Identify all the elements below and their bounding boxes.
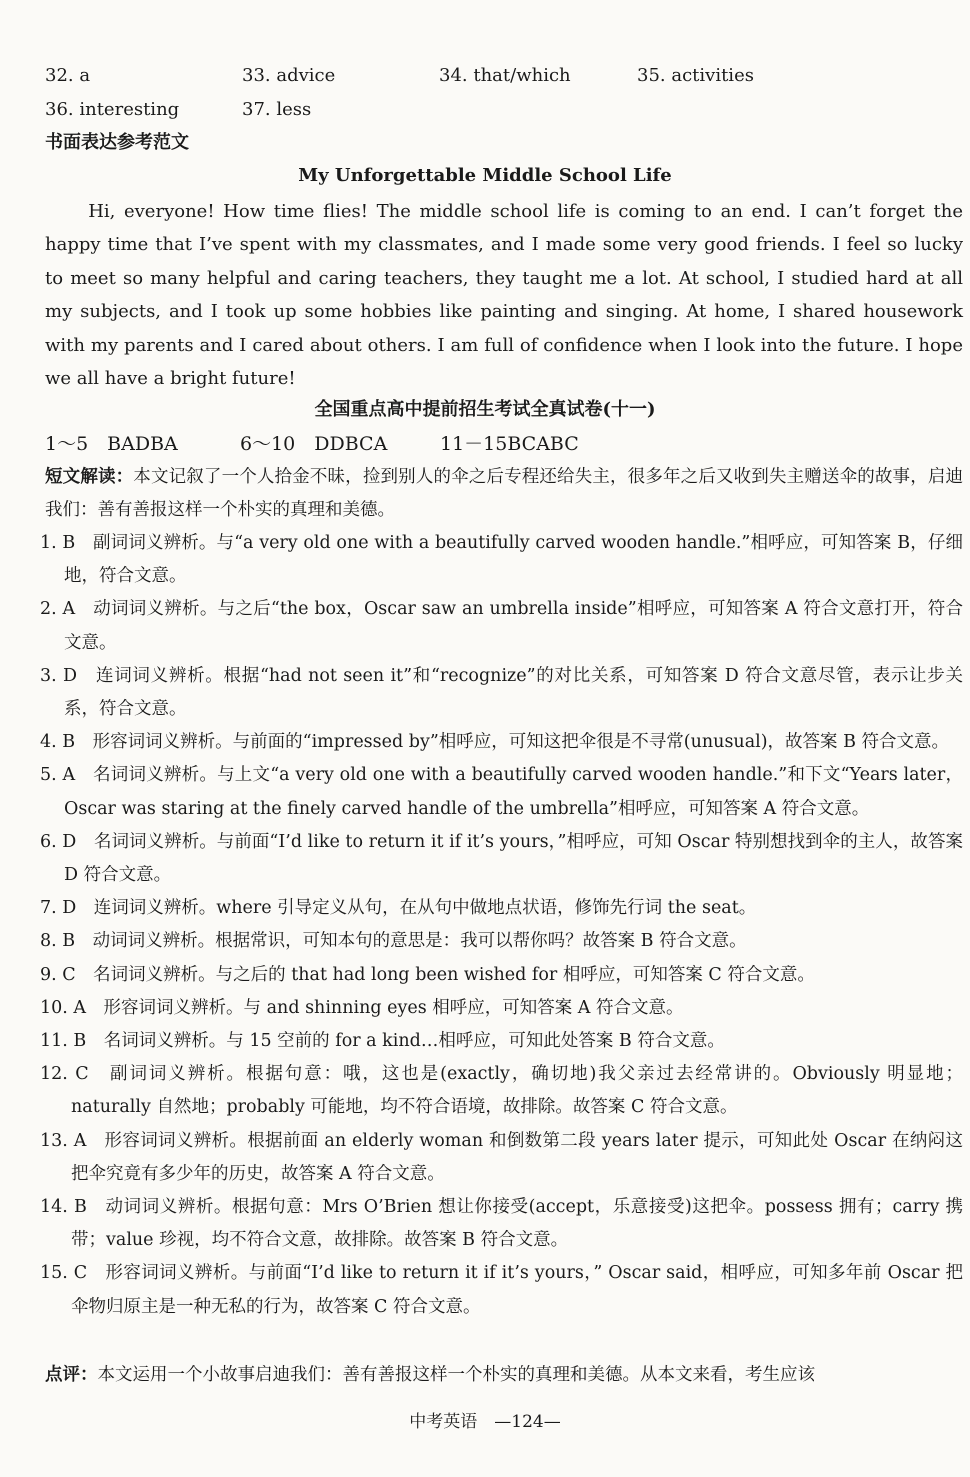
explanation-item xyxy=(40,726,963,759)
item-number: 5. A xyxy=(40,765,76,786)
explanation-item xyxy=(40,1025,963,1058)
item-number: 4. B xyxy=(40,732,76,753)
answer-37: 37. less xyxy=(242,99,312,120)
answer-33: 33. advice xyxy=(242,65,336,86)
answer-34: 34. that/which xyxy=(439,65,571,86)
comment-text: 本文运用一个小故事启迪我们：善有善报这样一个朴实的真理和美德。从本文来看，考生应该 xyxy=(97,1365,815,1385)
page-footer: 中考英语 —124— xyxy=(409,1412,561,1432)
item-number: 12. C xyxy=(40,1064,89,1085)
item-number: 8. B xyxy=(40,931,76,952)
item-text: 形容词词义辨析。根据前面 an elderly woman 和倒数第二段 years later 提示，可知此处 Oscar 在纳闷这把伞究竟有多少年的历史，故答案 A 符合文意。 xyxy=(71,1130,963,1184)
item-text: 动词词义辨析。与之后“the box，Oscar saw an umbrella inside”相呼应，可知答案 A 符合文意打开，符合文意。 xyxy=(64,599,964,653)
summary-label: 短文解读： xyxy=(45,467,134,487)
item-number: 3. D xyxy=(40,665,78,686)
answer-35: 35. activities xyxy=(637,65,754,86)
item-text: 副词词义辨析。根据句意：哦，这也是(exactly，确切地)我父亲过去经常讲的。Obviously 明显地；naturally 自然地；probably 可能地，均不符合语境，故排除。故答案 C 符合文意。 xyxy=(71,1064,963,1118)
item-text: 形容词词义辨析。与 and shinning eyes 相呼应，可知答案 A 符合文意。 xyxy=(103,997,684,1018)
answer-32: 32. a xyxy=(45,65,91,86)
item-text: 动词词义辨析。根据常识，可知本句的意思是：我可以帮你吗？故答案 B 符合文意。 xyxy=(92,931,747,952)
item-number: 11. B xyxy=(40,1031,87,1052)
item-number: 1. B xyxy=(40,533,76,553)
explanation-item xyxy=(40,1125,963,1191)
item-number: 10. A xyxy=(40,997,87,1018)
explanation-item xyxy=(40,527,963,593)
item-number: 14. B xyxy=(40,1197,87,1218)
essay-title: My Unforgettable Middle School Life xyxy=(298,165,672,186)
explanation-item xyxy=(40,892,963,925)
item-number: 13. A xyxy=(40,1130,87,1151)
item-number: 15. C xyxy=(40,1263,88,1284)
explanation-item xyxy=(40,593,963,659)
item-text: 名词词义辨析。与之后的 that had long been wished for 相呼应，可知答案 C 符合文意。 xyxy=(93,964,815,985)
answer-36: 36. interesting xyxy=(45,99,180,120)
explanation-item xyxy=(40,826,963,892)
item-number: 6. D xyxy=(40,831,77,852)
explanation-item xyxy=(40,1191,963,1257)
quick-answers-1-5: 1～5 BADBA xyxy=(45,433,178,455)
item-text: 连词词义辨析。根据“had not seen it”和“recognize”的对比关系，可知答案 D 符合文意尽管，表示让步关系，符合文意。 xyxy=(64,665,963,720)
item-text: 名词词义辨析。与上文“a very old one with a beautifully carved wooden handle.”和下文“Years later，Oscar was staring at the finely carved handle of the umbrella”相呼应，可知答案 A 符合文意。 xyxy=(64,765,964,819)
explanation-item xyxy=(40,925,963,958)
summary-text: 本文记叙了一个人拾金不昧，捡到别人的伞之后专程还给失主，很多年之后又收到失主赠送伞的故事，启迪我们：善有善报这样一个朴实的真理和美德。 xyxy=(45,467,964,521)
test-title: 全国重点高中提前招生考试全真试卷(十一) xyxy=(314,399,656,420)
explanation-item xyxy=(40,992,963,1025)
explanation-item xyxy=(40,1257,963,1323)
explanation-item xyxy=(40,660,963,726)
item-text: 形容词词义辨析。与前面“I’d like to return it if it’s yours，” Oscar said，相呼应，可知多年前 Oscar 把伞物归原主是一种无私的行为，故答案 C 符合文意。 xyxy=(71,1263,963,1317)
item-text: 连词词义辨析。where 引导定义从句，在从句中做地点状语，修饰先行词 the seat。 xyxy=(93,898,757,919)
item-text: 名词词义辨析。与前面“I’d like to return it if it’s yours，”相呼应，可知 Oscar 特别想找到伞的主人，故答案 D 符合文意。 xyxy=(64,831,963,886)
item-text: 名词词义辨析。与 15 空前的 for a kind…相呼应，可知此处答案 B 符合文意。 xyxy=(103,1031,725,1052)
item-text: 形容词词义辨析。与前面的“impressed by”相呼应，可知这把伞很是不寻常(unusual)，故答案 B 符合文意。 xyxy=(92,732,950,753)
quick-answers-6-10: 6～10 DDBCA xyxy=(240,433,388,455)
summary-paragraph xyxy=(45,461,963,528)
item-text: 动词词义辨析。根据句意：Mrs O’Brien 想让你接受(accept，乐意接受)这把伞。possess 拥有；carry 携带；value 珍视，均不符合文意，故排除。故答案 B 符合文意。 xyxy=(71,1197,963,1251)
item-text: 副词词义辨析。与“a very old one with a beautifully carved wooden handle.”相呼应，可知答案 B，仔细地，符合文意。 xyxy=(64,533,964,587)
explanation-list xyxy=(40,527,963,1324)
item-number: 9. C xyxy=(40,964,76,985)
explanation-item xyxy=(40,759,963,825)
explanation-item xyxy=(40,959,963,992)
comment-paragraph xyxy=(45,1359,963,1392)
essay-body: Hi, everyone! How time flies! The middle school life is coming to an end. I can’t forget the happy time that I’ve spent with my classmates, and I made some very good friends. I feel so lucky to meet so many helpful and caring teachers, they taught me a lot. At school, I studied hard at all my subjects, and I took up some hobbies like painting and singing. At home, I shared housework with my parents and I cared about others. I am full of confidence when I look into the future. I hope we all have a bright future! xyxy=(45,201,963,390)
item-number: 7. D xyxy=(40,898,77,919)
explanation-item xyxy=(40,1058,963,1124)
comment-label: 点评： xyxy=(45,1365,98,1385)
quick-answers-11-15: 11－15BCABC xyxy=(440,433,579,455)
item-number: 2. A xyxy=(40,599,76,620)
writing-heading: 书面表达参考范文 xyxy=(45,132,189,153)
